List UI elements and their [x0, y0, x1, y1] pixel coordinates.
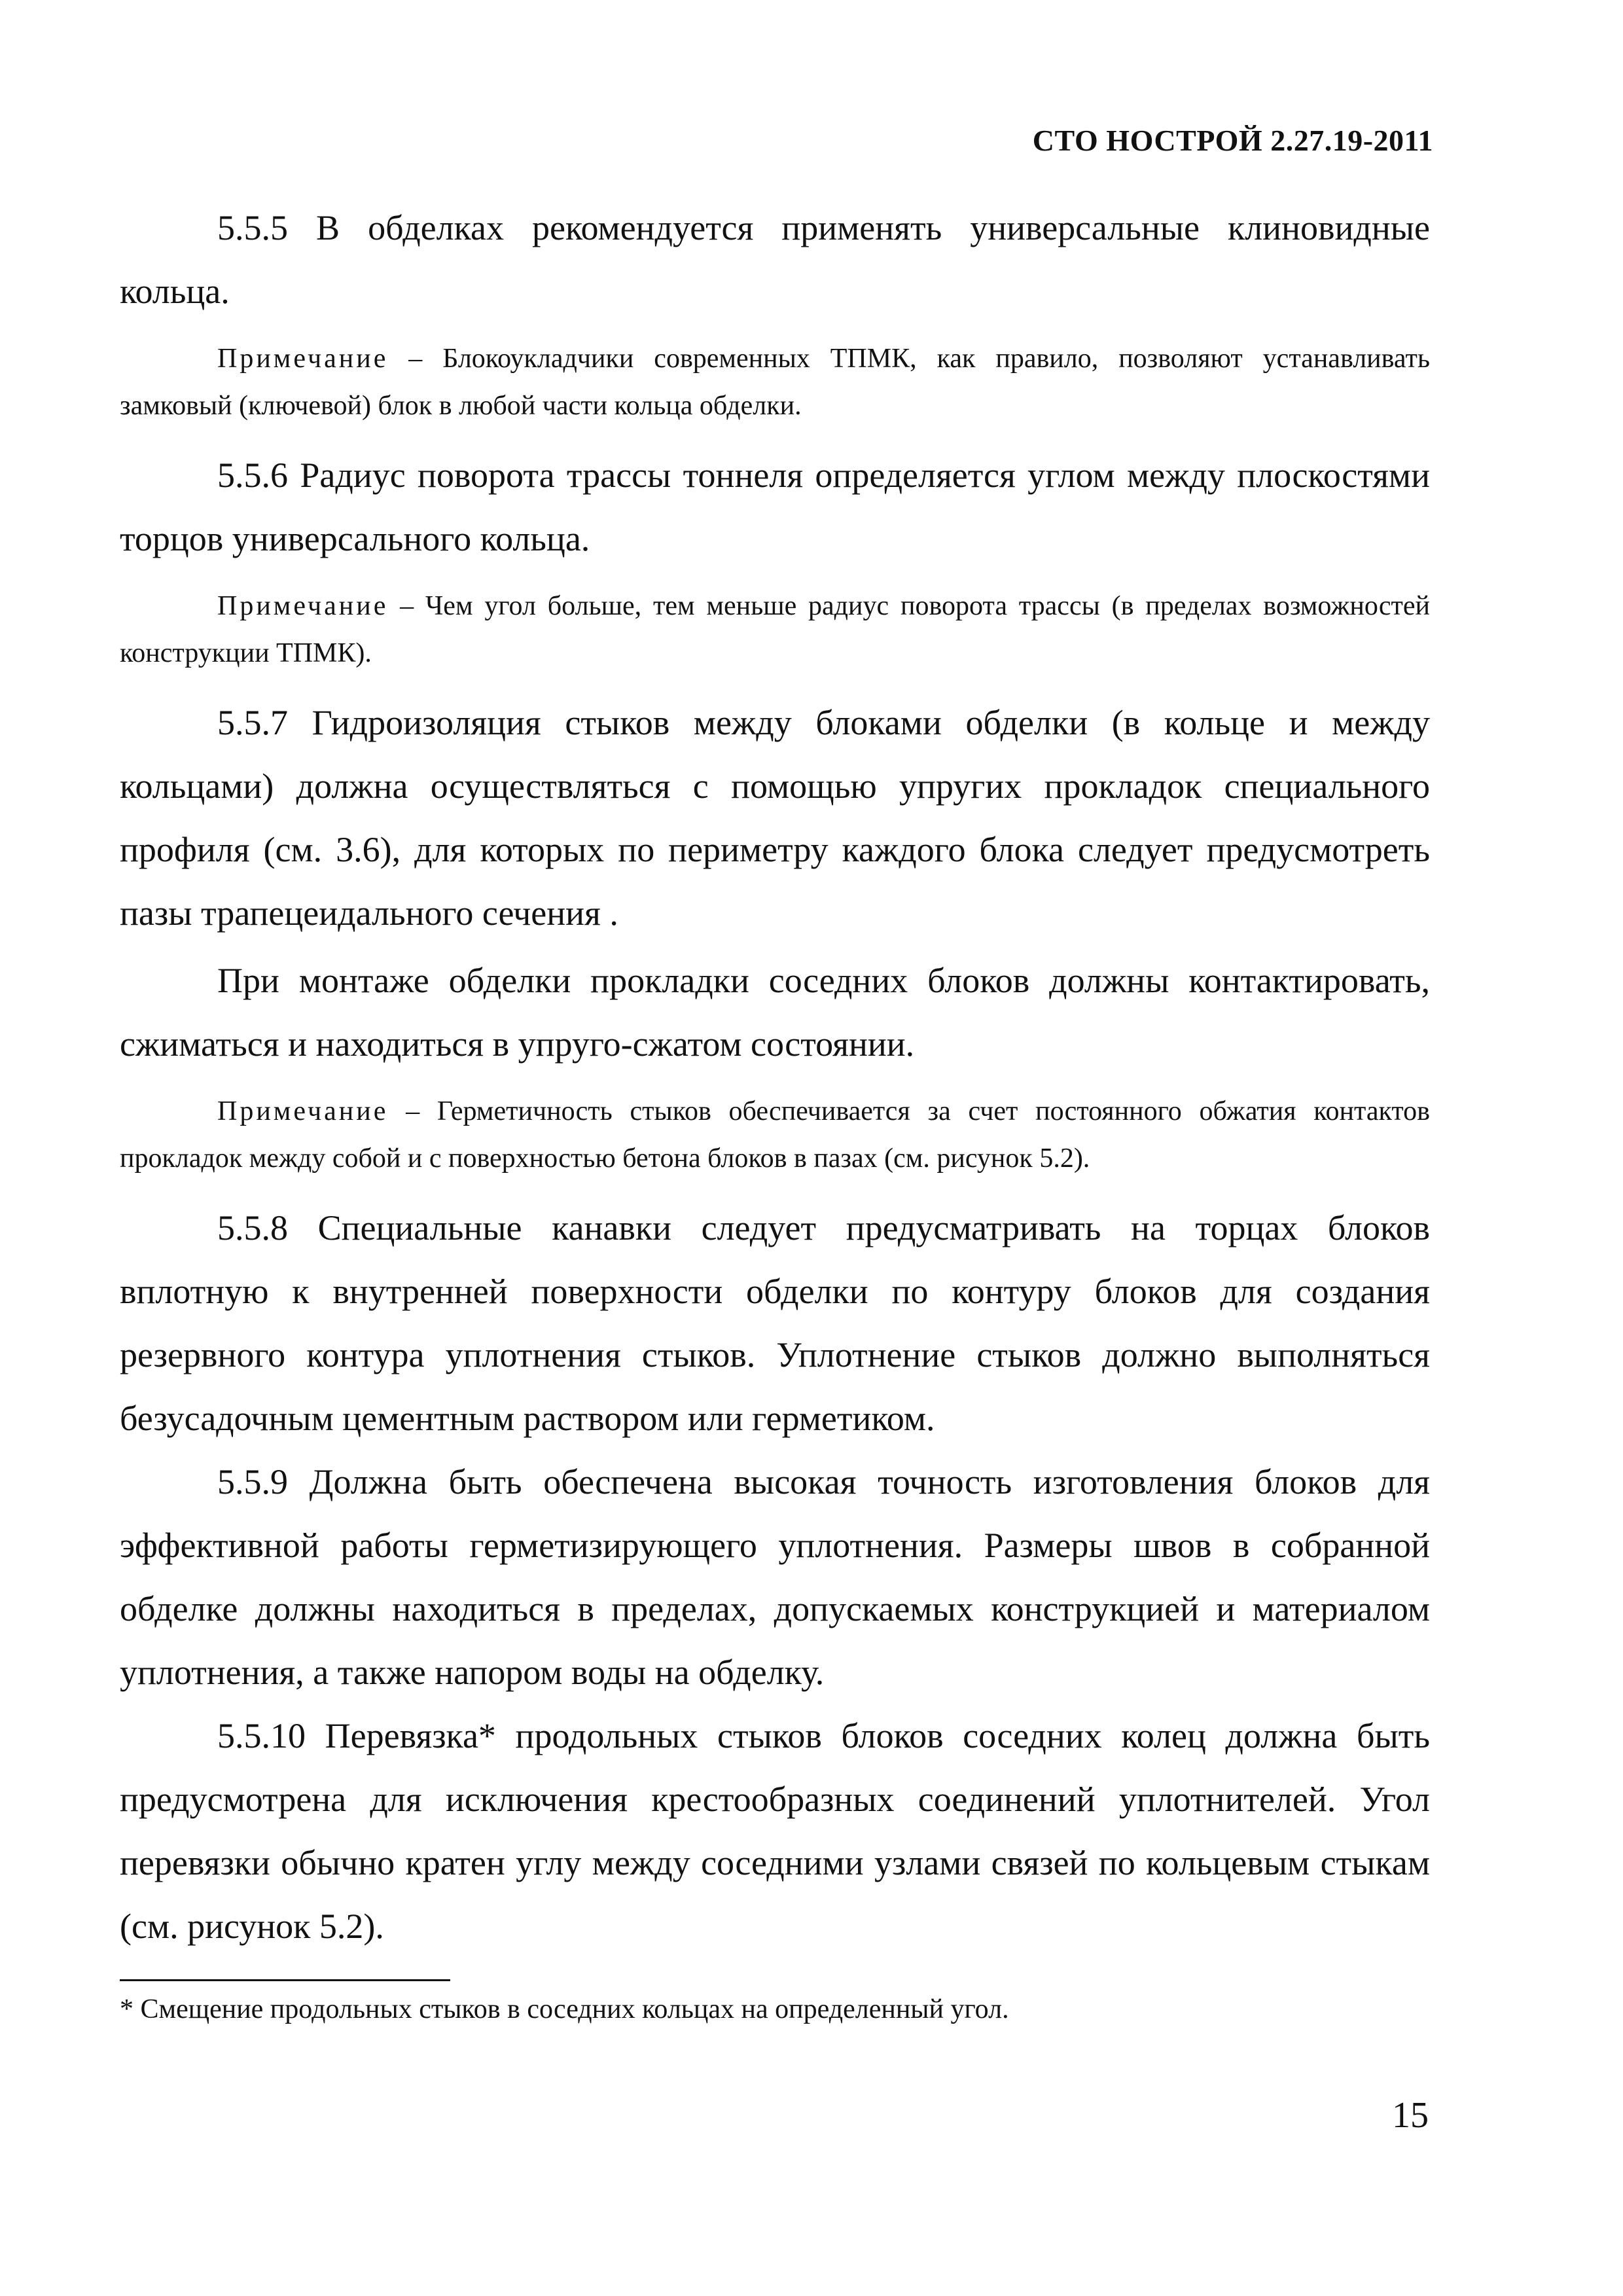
clause-number: 5.5.10 [217, 1716, 306, 1755]
paragraph-5-5-9 [120, 1450, 1430, 1704]
clause-number: 5.5.9 [217, 1462, 288, 1501]
note-text: Чем угол больше, тем меньше радиус поворота трассы (в пределах возможностей конструкции ТПМК). [120, 591, 1430, 668]
page-number: 15 [1392, 2095, 1429, 2136]
note-2 [120, 583, 1430, 677]
clause-number: 5.5.5 [217, 208, 288, 247]
paragraph-5-5-7 [120, 691, 1430, 945]
clause-number: 5.5.7 [217, 703, 288, 742]
clause-text: В обделках рекомендуется применять универсальные клиновидные кольца. [120, 208, 1430, 311]
clause-text: Гидроизоляция стыков между блоками обделки (в кольце и между кольцами) должна осуществляться с помощью упругих прокладок специального профиля (см. 3.6), для которых по периметру каждого блока следует предусмотреть пазы трапецеидального сечения . [120, 703, 1431, 933]
clause-text: Перевязка* продольных стыков блоков соседних колец должна быть предусмотрена для исключения крестообразных соединений уплотнителей. Угол перевязки обычно кратен углу между соседними узлами связей по кольцевым стыкам (см. рисунок 5.2). [120, 1716, 1431, 1946]
note-label: Примечание [217, 591, 389, 621]
footnote-separator [120, 1979, 450, 1981]
note-text: Герметичность стыков обеспечивается за счет постоянного обжатия контактов прокладок между собой и с поверхностью бетона блоков в пазах (см. рисунок 5.2). [120, 1096, 1431, 1174]
document-code-header: СТО НОСТРОЙ 2.27.19-2011 [1032, 124, 1433, 157]
note-label: Примечание [217, 344, 389, 374]
clause-text: Радиус поворота трассы тоннеля определяется углом между плоскостями торцов универсального кольца. [120, 456, 1431, 558]
paragraph-5-5-6 [120, 444, 1430, 571]
note-dash: – [388, 1096, 437, 1126]
page-body [120, 196, 1430, 1958]
note-3 [120, 1088, 1430, 1182]
clause-number: 5.5.8 [217, 1208, 288, 1247]
note-label: Примечание [217, 1096, 389, 1126]
clause-text: Специальные канавки следует предусматривать на торцах блоков вплотную к внутренней поверхности обделки по контуру блоков для создания резервного контура уплотнения стыков. Уплотнение стыков должно выполняться безусадочным цементным раствором или герметиком. [120, 1208, 1430, 1438]
note-text: Блокоукладчики современных ТПМК, как правило, позволяют устанавливать замковый (ключевой) блок в любой части кольца обделки. [120, 344, 1430, 421]
paragraph-5-5-10 [120, 1704, 1430, 1958]
paragraph-5-5-7-continued [120, 949, 1430, 1076]
clause-text: При монтаже обделки прокладки соседних блоков должны контактировать, сжиматься и находиться в упруго-сжатом состоянии. [120, 961, 1430, 1064]
paragraph-5-5-8 [120, 1196, 1430, 1450]
footnote: * Смещение продольных стыков в соседних кольцах на определенный угол. [120, 1994, 1009, 2024]
note-dash: – [388, 344, 443, 374]
note-dash: – [388, 591, 425, 621]
paragraph-5-5-5 [120, 196, 1430, 323]
clause-number: 5.5.6 [217, 456, 288, 495]
note-1 [120, 335, 1430, 429]
clause-text: Должна быть обеспечена высокая точность изготовления блоков для эффективной работы герметизирующего уплотнения. Размеры швов в собранной обделке должны находиться в пределах, допускаемых конструкцией и материалом уплотнения, а также напором воды на обделку. [120, 1462, 1431, 1692]
